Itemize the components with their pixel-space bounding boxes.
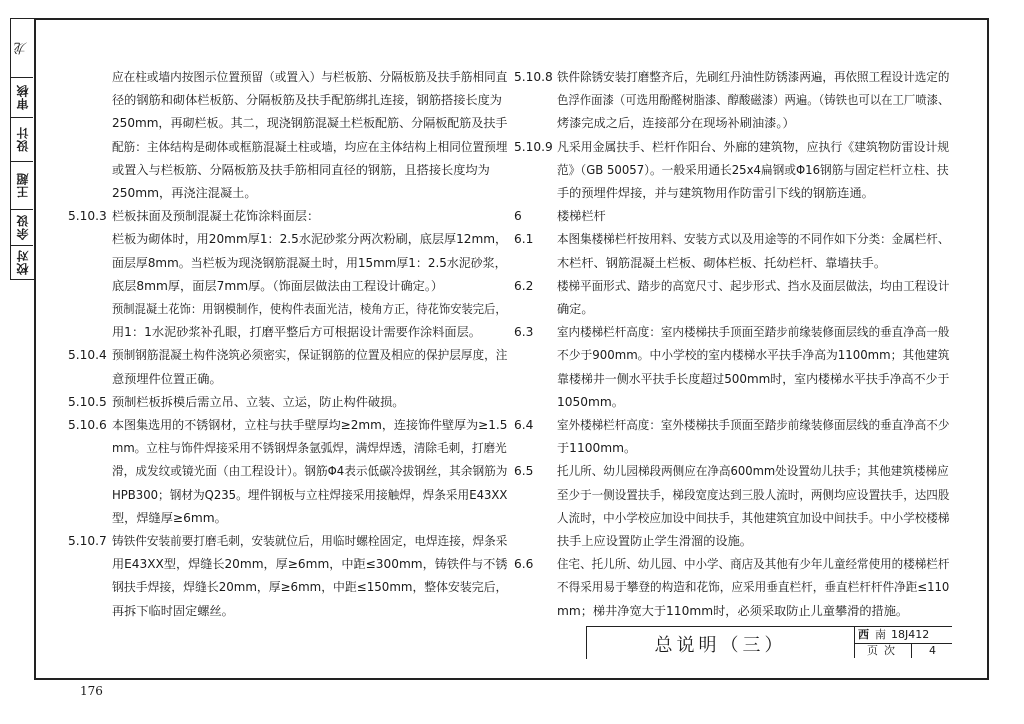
clause-number: 5.10.6 <box>68 418 107 432</box>
page-number: 176 <box>80 684 103 698</box>
text-line: 不少于900mm。中小学校的室内楼梯水平扶手净高为1100mm；其他建筑 <box>557 348 950 363</box>
text-line: 滑，成发纹或镜光面（由工程设计）。钢筋Φ4表示低碳冷拔钢丝，其余钢筋为 <box>112 464 508 479</box>
text-line: 范》（GB 50057）。一般采用通长25x4扁钢或Φ16钢筋与固定栏杆立柱、扶 <box>557 162 949 177</box>
text-line: 预制钢筋混凝土构件浇筑必须密实，保证钢筋的位置及相应的保护层厚度，注 <box>112 348 508 363</box>
text-line: mm；梯井净宽大于110mm时，必须采取防止儿童攀滑的措施。 <box>557 603 909 618</box>
text-line: 确定。 <box>557 302 594 316</box>
text-line: 用1：1水泥砂浆补孔眼，打磨平整后方可根据设计需要作涂料面层。 <box>112 325 481 340</box>
text-line: 色浮作面漆（可选用酚醛树脂漆、醇酸磁漆）两遍。（铸铁也可以在工厂喷漆、 <box>557 93 950 108</box>
text-line: 预制栏板拆模后需立吊、立装、立运，防止构件破损。 <box>112 394 405 409</box>
text-line: 用E43XX型，焊缝长20mm，厚≥6mm，中距≤300mm，铸铁件与不锈 <box>112 557 508 572</box>
text-line: 本图集选用的不锈钢材，立柱与扶手壁厚均≥2mm，连接饰件壁厚为≥1.5 <box>112 418 508 432</box>
designer-name: 王超 <box>15 172 30 198</box>
text-line: 于1100mm。 <box>557 441 637 456</box>
page-label: 页次 <box>867 644 901 657</box>
clause-number: 5.10.5 <box>68 394 107 409</box>
text-line: 楼梯平面形式、踏步的高宽尺寸、起步形式、挡水及面层做法，均由工程设计 <box>557 278 950 293</box>
text-line: HPB300；钢材为Q235。埋件钢板与立柱焊接采用接触焊，焊条采用E43XX <box>112 487 508 502</box>
text-line: 钢扶手焊接，焊缝长20mm，厚≥6mm，中距≤150mm，整体安装完后， <box>112 580 508 595</box>
text-line: 径的钢筋和砌体栏板筋、分隔板筋及扶手配筋绑扎连接，钢筋搭接长度为 <box>112 93 502 108</box>
clause-number: 5.10.9 <box>514 139 553 154</box>
text-line: 预制混凝土花饰：用钢模制作，使构件表面光洁，棱角方正，待花饰安装完后， <box>112 302 507 316</box>
text-line: 扶手上应设置防止学生滑溜的设施。 <box>557 534 752 548</box>
clause-number: 5.10.4 <box>68 348 107 363</box>
text-line: 面层厚8mm。当栏板为现浇钢筋混凝土时，用15mm厚1：2.5水泥砂浆， <box>112 255 507 270</box>
reviewer-name: 余设 <box>15 214 30 240</box>
text-line: 本图集楼梯栏杆按用料、安装方式以及用途等的不同作如下分类：金属栏杆、 <box>557 232 950 247</box>
text-line: 至少于一侧设置扶手，梯段宽度达到三股人流时，两侧均应设置扶手，达四股 <box>557 487 950 502</box>
clause-number: 6.5 <box>514 464 534 479</box>
sheet-title: 总说明（三） <box>654 634 787 656</box>
text-line: 不得采用易于攀登的构造和花饰，应采用垂直栏杆，垂直栏杆杆件净距≤110 <box>557 580 950 595</box>
page-value: 4 <box>911 643 953 658</box>
atlas-code: 18J412 <box>891 628 930 641</box>
text-line: 栏板为砌体时，用20mm厚1：2.5水泥砂浆分两次粉刷，底层厚12mm， <box>112 232 508 247</box>
text-line: 250mm，再砌栏板。其二，现浇钢筋混凝土栏板配筋、分隔板配筋及扶手 <box>112 116 508 131</box>
text-line: 靠楼梯井一侧水平扶手长度超过500mm时，室内楼梯水平扶手净高不少于 <box>557 371 950 386</box>
text-line: 或置入与栏板筋、分隔板筋及扶手筋相同直径的钢筋，且搭接长度均为 <box>112 162 490 177</box>
text-line: 室内楼梯栏杆高度：室内楼梯扶手顶面至踏步前缘装修面层线的垂直净高一般 <box>557 325 950 340</box>
proof-label: 校对 <box>15 249 30 275</box>
text-line: 住宅、托儿所、幼儿园、中小学、商店及其他有少年儿童经常使用的楼梯栏杆 <box>557 557 950 572</box>
text-line: 铸铁件安装前要打磨毛刺，安装就位后，用临时螺栓固定，电焊连接，焊条采 <box>112 534 508 548</box>
text-line: 再拆下临时固定螺丝。 <box>112 603 234 618</box>
atlas-prefix: 南 <box>875 628 886 641</box>
atlas-row <box>855 627 952 644</box>
clause-number: 6.1 <box>514 232 534 247</box>
clause-number: 5.10.7 <box>68 534 107 548</box>
text-line: 木栏杆、钢筋混凝土栏板、砌体栏板、托幼栏杆、靠墙扶手。 <box>557 255 887 270</box>
text-line: 手的预埋件焊接，并与建筑物用作防雷引下线的钢筋连通。 <box>557 186 874 200</box>
review-label: 审核 <box>15 84 30 110</box>
text-line: 意预埋件位置正确。 <box>112 371 222 386</box>
clause-number: 5.10.3 <box>68 209 107 224</box>
text-line: 托儿所、幼儿园梯段两侧应在净高600mm处设置幼儿扶手；其他建筑楼梯应 <box>557 464 949 479</box>
text-line: 铁件除锈安装打磨整齐后，先刷红丹油性防锈漆两遍，再依照工程设计选定的 <box>557 70 950 84</box>
text-line: 凡采用金属扶手、栏杆作阳台、外廊的建筑物，应执行《建筑物防雷设计规 <box>557 139 950 154</box>
designer-signature: 龙 <box>14 41 30 55</box>
text-line: 250mm，再浇注混凝土。 <box>112 186 257 200</box>
clause-number: 6.3 <box>514 325 534 340</box>
text-line: 1050mm。 <box>557 394 624 409</box>
clause-number: 5.10.8 <box>514 70 553 84</box>
text-line: 配筋：主体结构是砌体或框筋混凝土柱或墙，均应在主体结构上相同位置预埋 <box>112 139 508 154</box>
title-block <box>586 626 952 659</box>
page-row <box>855 643 952 658</box>
text-line: 栏板抹面及预制混凝土花饰涂料面层： <box>112 209 320 224</box>
design-label: 设计 <box>15 126 30 152</box>
clause-number: 6.6 <box>514 557 534 572</box>
clause-number: 6 <box>514 209 522 224</box>
text-line: 人流时，中小学校应加设中间扶手，其他建筑宜加设中间扶手。中小学校楼梯 <box>557 510 950 525</box>
text-line: 底层8mm厚，面层7mm厚。（饰面层做法由工程设计确定。） <box>112 278 444 293</box>
text-line: 应在柱或墙内按图示位置预留（或置入）与栏板筋、分隔板筋及扶手筋相同直 <box>112 70 508 84</box>
clause-number: 6.4 <box>514 418 534 432</box>
atlas-region: 西 <box>858 628 869 641</box>
text-line: 室外楼梯栏杆高度：室外楼梯扶手顶面至踏步前缘装修面层线的垂直净高不少 <box>557 418 950 432</box>
clause-number: 6.2 <box>514 278 534 293</box>
text-line: 烤漆完成之后，连接部分在现场补刷油漆。） <box>557 116 795 131</box>
text-line: mm。立柱与饰件焊接采用不锈钢焊条氩弧焊，满焊焊透，清除毛刺，打磨光 <box>112 441 507 456</box>
text-line: 型，焊缝厚≥6mm。 <box>112 510 227 525</box>
atlas-info <box>854 627 952 658</box>
text-line: 楼梯栏杆 <box>557 209 606 224</box>
